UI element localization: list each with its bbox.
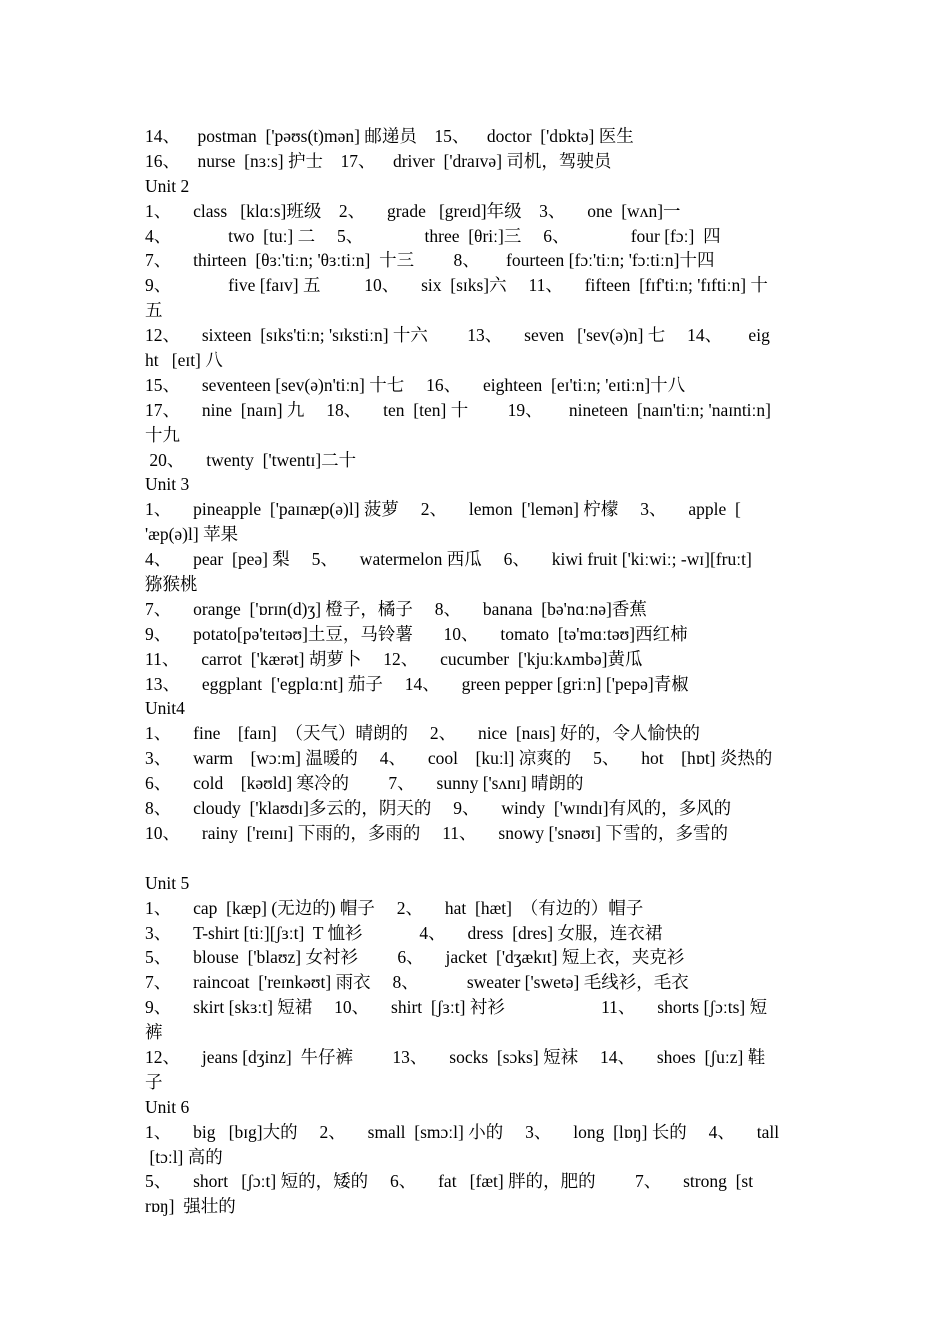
unit-heading: Unit 5 (145, 872, 190, 893)
unit-heading: Unit4 (145, 698, 185, 719)
blank-line (145, 846, 810, 871)
vocab-line: 9、 potato[pə'teɪtəʊ]土豆，马铃薯 10、 tomato [tə'mɑːtəʊ]西红柿 (145, 623, 688, 644)
vocab-line: 10、 rainy ['reɪnɪ] 下雨的，多雨的 11、 snowy ['snəʊɪ] 下雪的，多雪的 (145, 822, 728, 843)
vocab-line: 1、 fine [faɪn] （天气）晴朗的 2、 nice [naɪs] 好的，令人愉快的 (145, 723, 701, 744)
vocabulary-document (145, 124, 810, 1219)
vocab-line: 8、 cloudy ['klaʊdɪ]多云的，阴天的 9、 windy ['wɪndɪ]有风的，多风的 (145, 798, 732, 819)
vocab-line: 5、 short [ʃɔːt] 短的，矮的 6、 fat [fæt] 胖的，肥的 7、 strong [st (145, 1171, 754, 1192)
unit-heading: Unit 2 (145, 175, 190, 196)
vocab-line: 1、 pineapple ['paɪnæp(ə)l] 菠萝 2、 lemon ['lemən] 柠檬 3、 apple [ (145, 499, 741, 520)
vocab-line: 6、 cold [kəʊld] 寒冷的 7、 sunny ['sʌnɪ] 晴朗的 (145, 773, 584, 794)
vocab-line: 20、 twenty ['twentɪ]二十 (145, 449, 357, 470)
vocab-line: 子 (145, 1071, 163, 1092)
vocab-line: 7、 raincoat ['reɪnkəʊt] 雨衣 8、 sweater ['swetə] 毛线衫，毛衣 (145, 972, 689, 993)
vocab-line: rɒŋ] 强壮的 (145, 1196, 236, 1217)
vocab-line: 裤 (145, 1022, 163, 1043)
vocab-line: 9、 skirt [skɜːt] 短裙 10、 shirt [ʃɜːt] 衬衫 11、 shorts [ʃɔːts] 短 (145, 997, 768, 1018)
vocab-line: 13、 eggplant ['egplɑːnt] 茄子 14、 green pepper [griːn] ['pepə]青椒 (145, 673, 689, 694)
vocab-line: 猕猴桃 (145, 574, 198, 595)
vocab-line: 12、 jeans [dʒinz] 牛仔裤 13、 socks [sɔks] 短袜 14、 shoes [ʃuːz] 鞋 (145, 1046, 766, 1067)
vocab-line: 1、 big [bɪg]大的 2、 small [smɔːl] 小的 3、 long [lɒŋ] 长的 4、 tall (145, 1121, 780, 1142)
vocab-line: 4、 two [tuː] 二 5、 three [θriː]三 6、 four [fɔː] 四 (145, 225, 721, 246)
vocab-line: 12、 sixteen [sɪks'tiːn; 'sɪkstiːn] 十六 13、 seven ['sev(ə)n] 七 14、 eig (145, 325, 770, 346)
vocab-line: 7、 thirteen [θɜː'tiːn; 'θɜːtiːn] 十三 8、 fourteen [fɔː'tiːn; 'fɔːtiːn]十四 (145, 250, 715, 271)
vocab-line: 7、 orange ['ɒrɪn(d)ʒ] 橙子，橘子 8、 banana [bə'nɑːnə]香蕉 (145, 598, 647, 619)
vocab-line: 3、 T-shirt [tiː][ʃɜːt] T 恤衫 4、 dress [dres] 女服，连衣裙 (145, 922, 663, 943)
vocab-line: 4、 pear [peə] 梨 5、 watermelon 西瓜 6、 kiwi fruit ['kiːwiː; -wɪ][fruːt] (145, 549, 752, 570)
vocab-line: 1、 cap [kæp] (无边的) 帽子 2、 hat [hæt] （有边的）帽子 (145, 897, 644, 918)
vocab-line: 11、 carrot ['kærət] 胡萝卜 12、 cucumber ['kjuːkʌmbə]黄瓜 (145, 648, 643, 669)
vocab-line: 'æp(ə)l] 苹果 (145, 524, 239, 545)
vocab-line: 5、 blouse ['blaʊz] 女衬衫 6、 jacket ['dʒækɪt] 短上衣，夹克衫 (145, 947, 685, 968)
vocab-line: 1、 class [klɑːs]班级 2、 grade [greɪd]年级 3、 one [wʌn]一 (145, 200, 681, 221)
vocab-line: 十九 (145, 424, 180, 445)
vocab-line: 15、 seventeen [sev(ə)n'tiːn] 十七 16、 eighteen [eɪ'tiːn; 'eɪtiːn]十八 (145, 374, 686, 395)
vocab-line: 14、 postman ['pəʊs(t)mən] 邮递员 15、 doctor ['dɒktə] 医生 (145, 126, 634, 146)
vocab-line: 3、 warm [wɔːm] 温暖的 4、 cool [kuːl] 凉爽的 5、 hot [hɒt] 炎热的 (145, 748, 773, 769)
vocab-line: 五 (145, 300, 163, 321)
unit-heading: Unit 3 (145, 474, 190, 495)
unit-heading: Unit 6 (145, 1096, 190, 1117)
vocab-line: [tɔːl] 高的 (145, 1146, 223, 1167)
vocab-line: 17、 nine [naɪn] 九 18、 ten [ten] 十 19、 nineteen [naɪn'tiːn; 'naɪntiːn] (145, 399, 771, 420)
vocab-line: 16、 nurse [nɜːs] 护士 17、 driver ['draɪvə] 司机，驾驶员 (145, 150, 612, 171)
vocab-line: 9、 five [faɪv] 五 10、 six [sɪks]六 11、 fifteen [fɪf'tiːn; 'fɪftiːn] 十 (145, 275, 768, 296)
vocab-line: ht [eɪt] 八 (145, 350, 223, 371)
